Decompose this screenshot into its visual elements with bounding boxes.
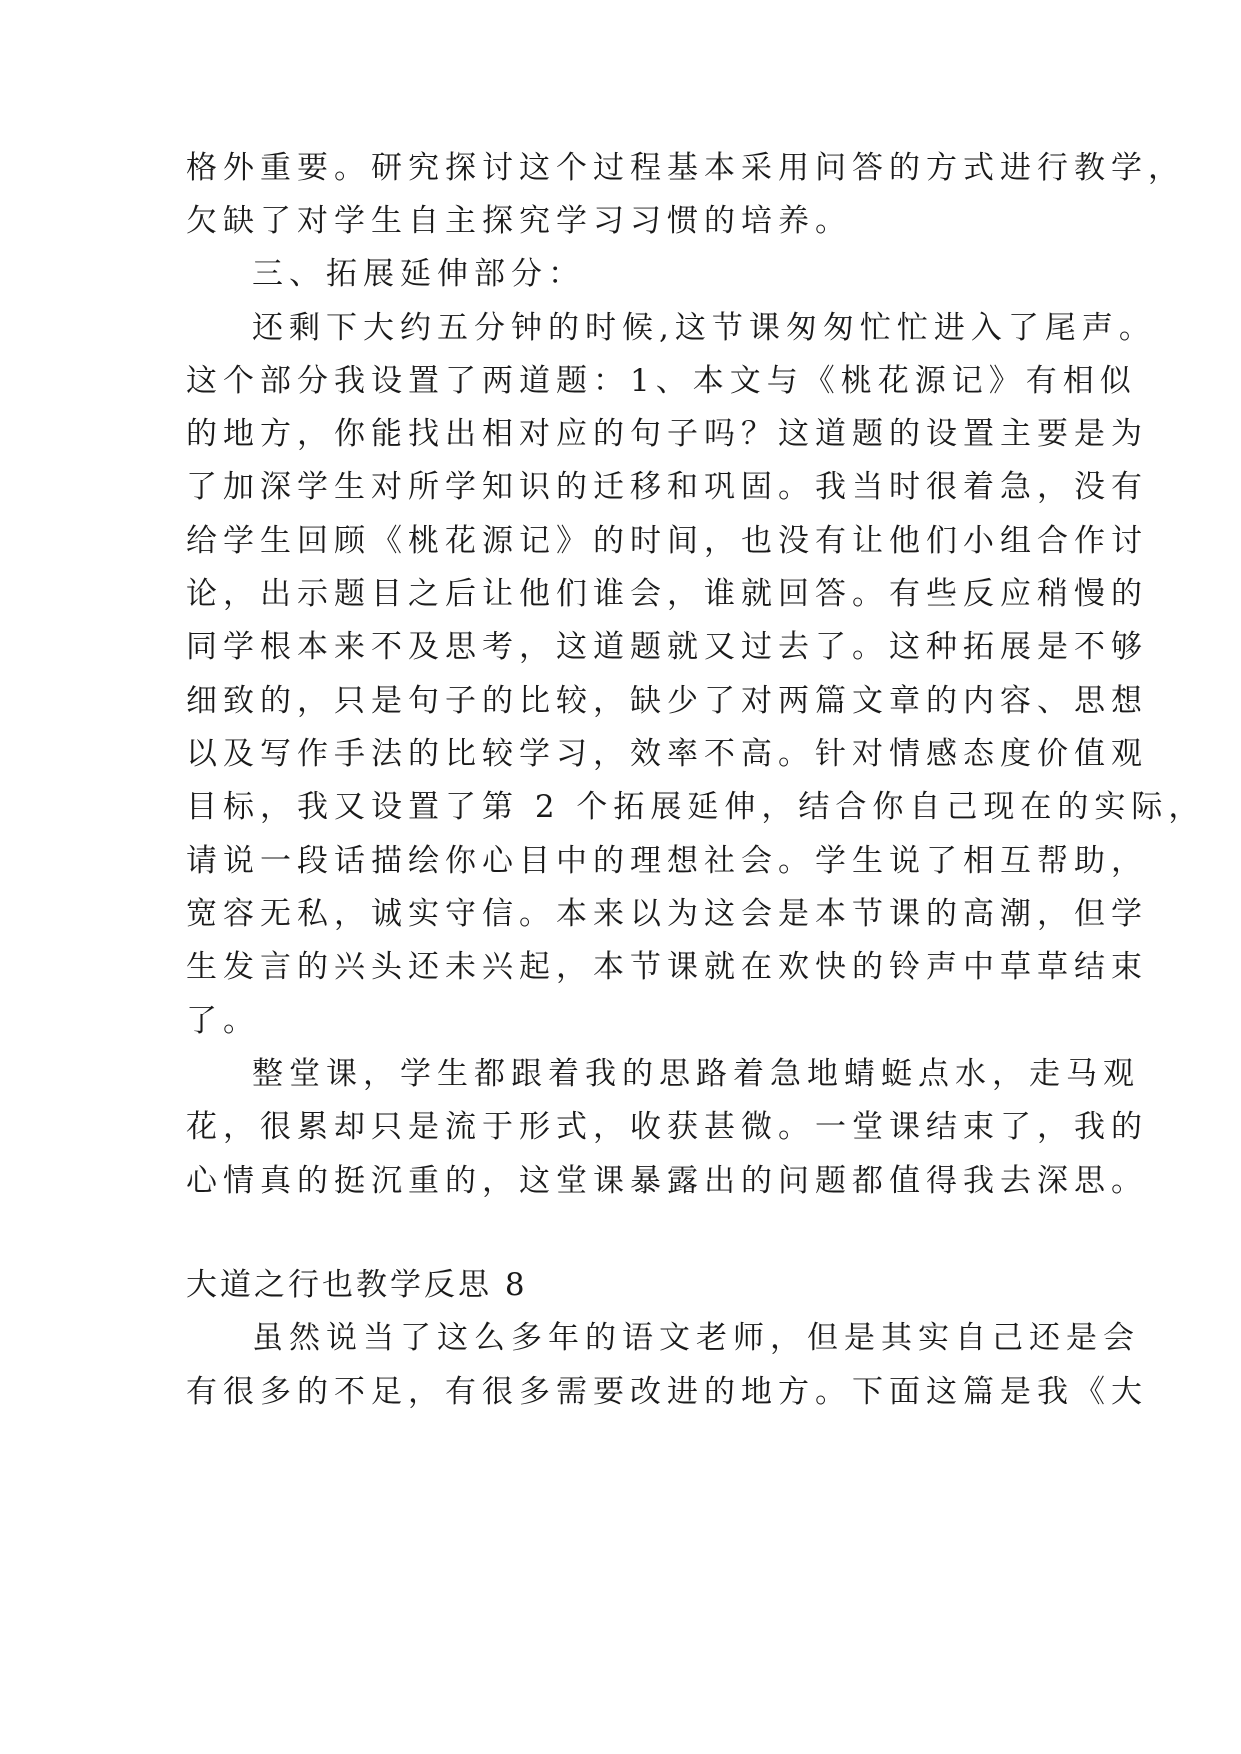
text-line: 的地方，你能找出相对应的句子吗？这道题的设置主要是为 xyxy=(186,416,1148,452)
text-line: 细致的，只是句子的比较，缺少了对两篇文章的内容、思想 xyxy=(186,683,1148,719)
text-line: 了加深学生对所学知识的迁移和巩固。我当时很着急，没有 xyxy=(186,469,1148,505)
text-line: 虽然说当了这么多年的语文老师，但是其实自己还是会 xyxy=(252,1320,1140,1356)
text-line: 了。 xyxy=(186,1003,260,1039)
text-line: 生发言的兴头还未兴起，本节课就在欢快的铃声中草草结束 xyxy=(186,949,1148,985)
text-line: 给学生回顾《桃花源记》的时间，也没有让他们小组合作讨 xyxy=(186,523,1148,559)
text-line: 整堂课，学生都跟着我的思路着急地蜻蜓点水，走马观 xyxy=(252,1056,1140,1092)
text-line: 以及写作手法的比较学习，效率不高。针对情感态度价值观 xyxy=(186,736,1148,772)
text-line: 心情真的挺沉重的，这堂课暴露出的问题都值得我去深思。 xyxy=(186,1163,1148,1199)
text-line: 请说一段话描绘你心目中的理想社会。学生说了相互帮助， xyxy=(186,843,1148,879)
text-line: 这个部分我设置了两道题：1、本文与《桃花源记》有相似 xyxy=(186,363,1137,399)
text-line: 还剩下大约五分钟的时候,这节课匆匆忙忙进入了尾声。 xyxy=(252,310,1156,346)
text-line: 花，很累却只是流于形式，收获甚微。一堂课结束了，我的 xyxy=(186,1109,1148,1145)
text-line: 论，出示题目之后让他们谁会，谁就回答。有些反应稍慢的 xyxy=(186,576,1148,612)
text-line: 有很多的不足，有很多需要改进的地方。下面这篇是我《大 xyxy=(186,1374,1148,1410)
text-line: 目标，我又设置了第 2 个拓展延伸，结合你自己现在的实际， xyxy=(186,789,1206,825)
text-line: 格外重要。研究探讨这个过程基本采用问答的方式进行教学， xyxy=(186,150,1185,186)
text-line: 宽容无私，诚实守信。本来以为这会是本节课的高潮，但学 xyxy=(186,896,1148,932)
article-title: 大道之行也教学反思 8 xyxy=(186,1267,528,1303)
text-line: 欠缺了对学生自主探究学习习惯的培养。 xyxy=(186,203,852,239)
text-line: 同学根本来不及思考，这道题就又过去了。这种拓展是不够 xyxy=(186,629,1148,665)
section-heading: 三、拓展延伸部分： xyxy=(252,256,585,292)
